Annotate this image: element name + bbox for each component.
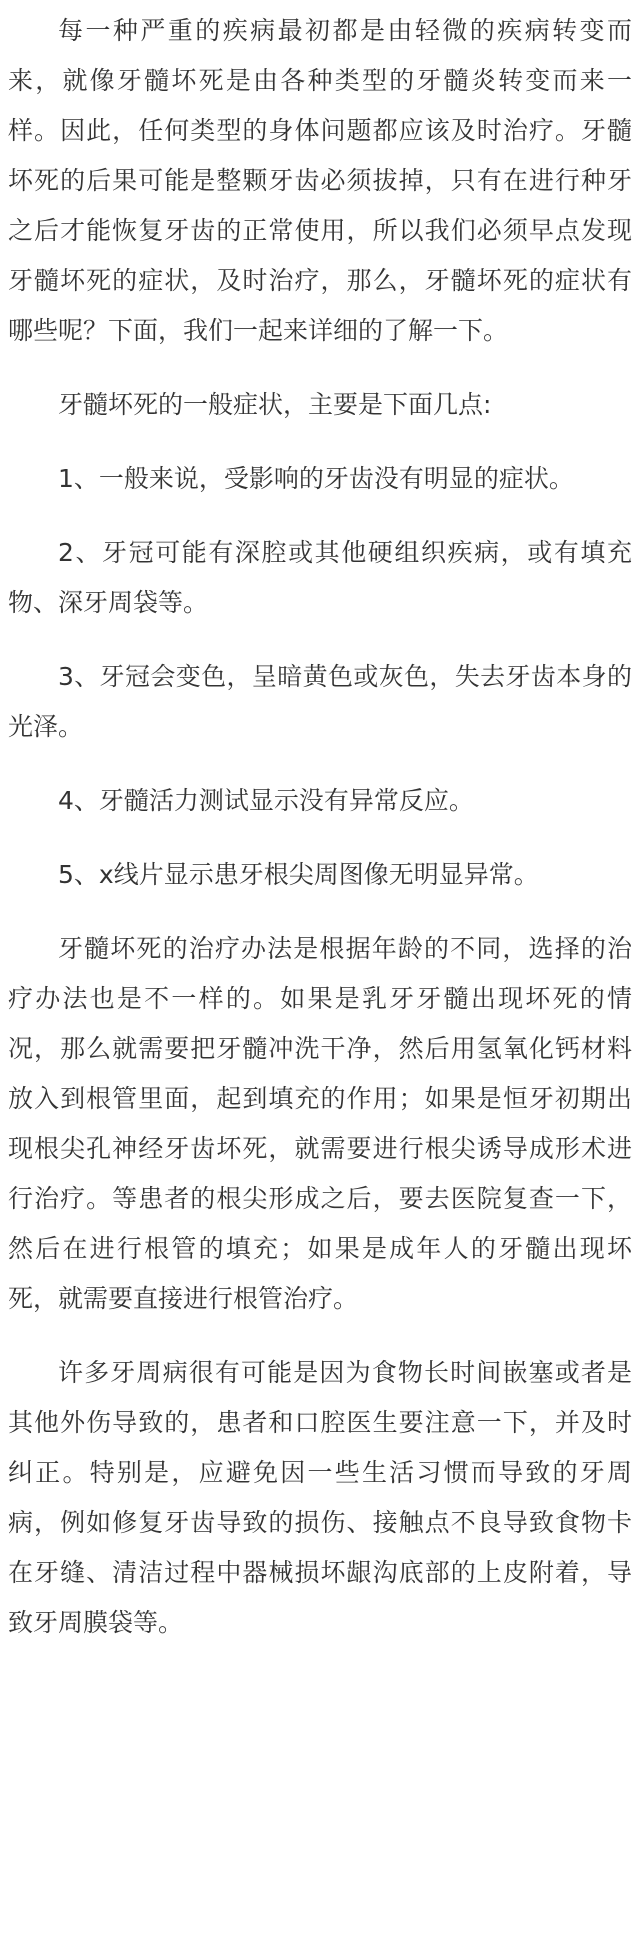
treatment-paragraph: 牙髓坏死的治疗办法是根据年龄的不同，选择的治疗办法也是不一样的。如果是乳牙牙髓出现坏死的情况，那么就需要把牙髓冲洗干净，然后用氢氧化钙材料放入到根管里面，起到填充的作用；如果是恒牙初期出现根尖孔神经牙齿坏死，就需要进行根尖诱导成形术进行治疗。等患者的根尖形成之后，要去医院复查一下，然后在进行根管的填充；如果是成年人的牙髓出现坏死，就需要直接进行根管治疗。 [8, 934, 632, 1313]
symptom-item-3: 3、牙冠会变色，呈暗黄色或灰色，失去牙齿本身的光泽。 [8, 662, 632, 741]
symptoms-heading-paragraph: 牙髓坏死的一般症状，主要是下面几点: [58, 390, 492, 419]
symptom-item-1: 1、一般来说，受影响的牙齿没有明显的症状。 [58, 464, 574, 493]
symptom-item-2: 2、牙冠可能有深腔或其他硬组织疾病，或有填充物、深牙周袋等。 [8, 538, 632, 617]
intro-paragraph: 每一种严重的疾病最初都是由轻微的疾病转变而来，就像牙髓坏死是由各种类型的牙髓炎转变而来一样。因此，任何类型的身体问题都应该及时治疗。牙髓坏死的后果可能是整颗牙齿必须拔掉，只有在进行种牙之后才能恢复牙齿的正常使用，所以我们必须早点发现牙髓坏死的症状，及时治疗，那么，牙髓坏死的症状有哪些呢？下面，我们一起来详细的了解一下。 [8, 16, 632, 345]
symptom-item-4: 4、牙髓活力测试显示没有异常反应。 [58, 786, 474, 815]
symptom-item-5: 5、x线片显示患牙根尖周图像无明显异常。 [58, 860, 539, 889]
periodontal-paragraph: 许多牙周病很有可能是因为食物长时间嵌塞或者是其他外伤导致的，患者和口腔医生要注意一下，并及时纠正。特别是，应避免因一些生活习惯而导致的牙周病，例如修复牙齿导致的损伤、接触点不良导致食物卡在牙缝、清洁过程中器械损坏龈沟底部的上皮附着，导致牙周膜袋等。 [8, 1358, 632, 1637]
